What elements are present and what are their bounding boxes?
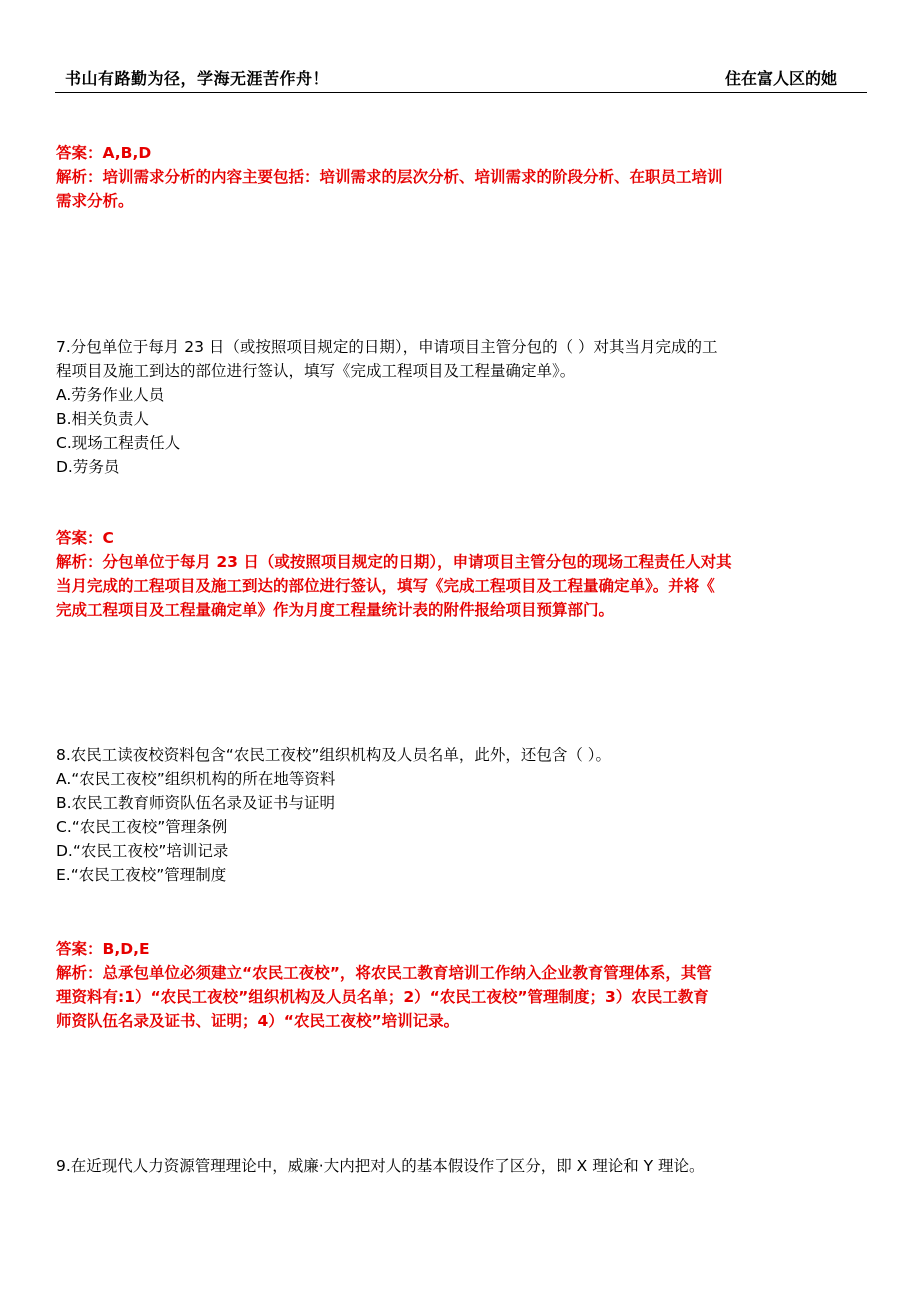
answer-8: 答案：B,D,E <box>56 940 150 958</box>
option-8b: B.农民工教育师资队伍名录及证书与证明 <box>56 794 336 812</box>
question-7-stem-1: 7.分包单位于每月 23 日（或按照项目规定的日期），申请项目主管分包的（ ）对其当月完成的工 <box>56 338 718 356</box>
question-7 <box>56 335 866 479</box>
question-7-stem-2: 程项目及施工到达的部位进行签认，填写《完成工程项目及工程量确定单》。 <box>56 362 576 380</box>
answer-7: 答案：C <box>56 529 114 547</box>
option-7c: C.现场工程责任人 <box>56 434 181 452</box>
option-8d: D.“农民工夜校”培训记录 <box>56 842 229 860</box>
page-header <box>55 66 867 93</box>
analysis-8-line-2: 理资料有:1）“农民工夜校”组织机构及人员名单；2）“农民工夜校”管理制度；3）农民工教育 <box>56 988 709 1006</box>
analysis-7-line-3: 完成工程项目及工程量确定单》作为月度工程量统计表的附件报给项目预算部门。 <box>56 601 615 619</box>
option-8e: E.“农民工夜校”管理制度 <box>56 866 227 884</box>
option-8c: C.“农民工夜校”管理条例 <box>56 818 228 836</box>
option-7d: D.劳务员 <box>56 458 120 476</box>
question-8-stem: 8.农民工读夜校资料包含“农民工夜校”组织机构及人员名单，此外，还包含（ ）。 <box>56 746 612 764</box>
analysis-7-line-1: 解析：分包单位于每月 23 日（或按照项目规定的日期），申请项目主管分包的现场工程责任人对其 <box>56 553 732 571</box>
answer-block-6 <box>56 141 866 213</box>
option-8a: A.“农民工夜校”组织机构的所在地等资料 <box>56 770 336 788</box>
answer-6: 答案：A,B,D <box>56 144 152 162</box>
option-7a: A.劳务作业人员 <box>56 386 165 404</box>
option-7b: B.相关负责人 <box>56 410 150 428</box>
question-9-stem: 9.在近现代人力资源管理理论中，威廉·大内把对人的基本假设作了区分，即 X 理论和 Y 理论。 <box>56 1157 705 1175</box>
header-motto: 书山有路勤为径，学海无涯苦作舟！ <box>65 69 330 88</box>
answer-block-7 <box>56 526 866 622</box>
answer-block-8 <box>56 937 866 1033</box>
analysis-6-line-2: 需求分析。 <box>56 192 134 210</box>
analysis-7-line-2: 当月完成的工程项目及施工到达的部位进行签认，填写《完成工程项目及工程量确定单》。并将《 <box>56 577 715 595</box>
header-author: 住在富人区的她 <box>724 69 837 88</box>
analysis-8-line-1: 解析：总承包单位必须建立“农民工夜校”，将农民工教育培训工作纳入企业教育管理体系，其管 <box>56 964 712 982</box>
analysis-6-line-1: 解析：培训需求分析的内容主要包括：培训需求的层次分析、培训需求的阶段分析、在职员工培训 <box>56 168 723 186</box>
question-9 <box>56 1154 866 1178</box>
question-8 <box>56 743 866 887</box>
analysis-8-line-3: 师资队伍名录及证书、证明；4）“农民工夜校”培训记录。 <box>56 1012 460 1030</box>
